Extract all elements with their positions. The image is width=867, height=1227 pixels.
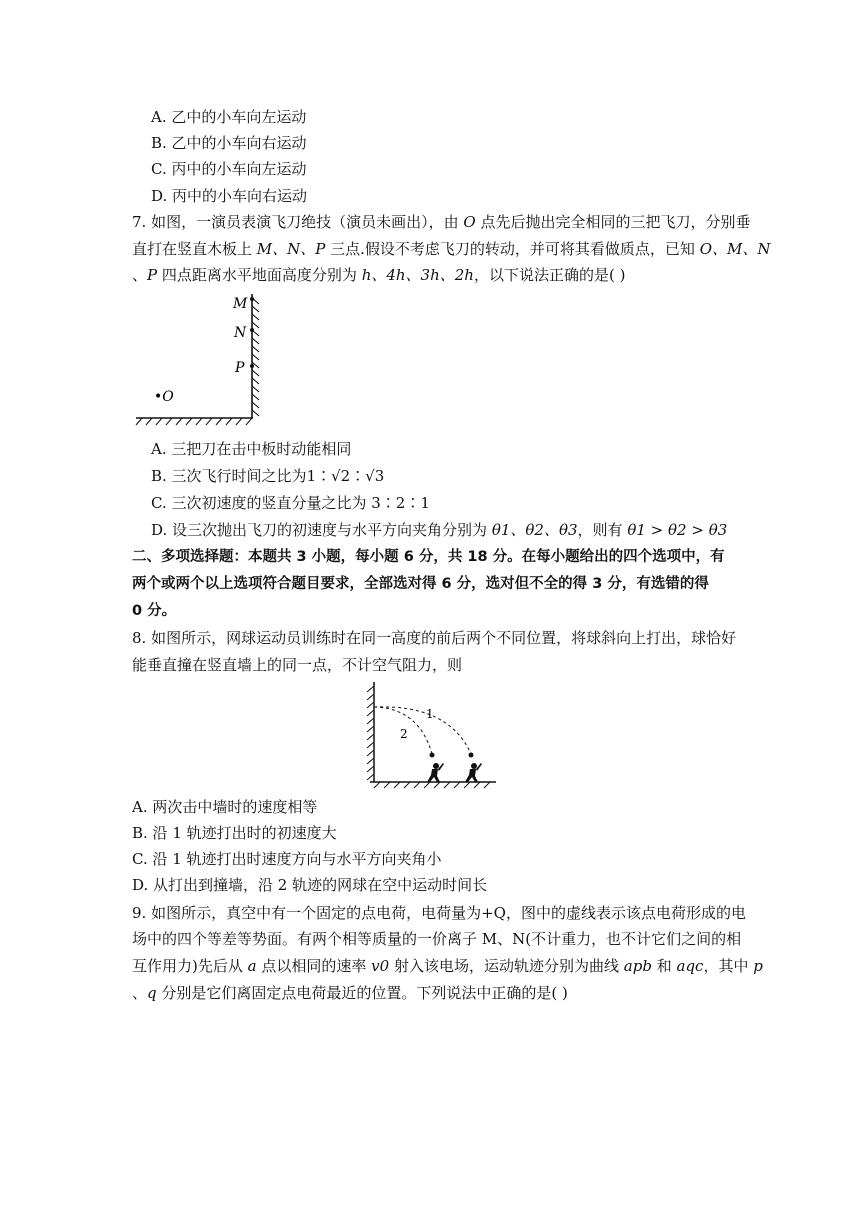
q9-line4: 、q 分别是它们离固定点电荷最近的位置。下列说法中正确的是( ) bbox=[132, 984, 568, 1002]
q9-line3: 互作用力)先后从 a 点以相同的速率 v0 射入该电场，运动轨迹分别为曲线 apb 和 aqc，其中 p bbox=[132, 957, 763, 975]
point-p bbox=[250, 364, 254, 368]
player-2-icon bbox=[427, 763, 444, 782]
label-o: •O bbox=[154, 389, 174, 405]
q8-option-b: B. 沿 1 轨迹打出时的初速度大 bbox=[132, 824, 337, 842]
trajectory-1 bbox=[374, 707, 471, 754]
point-m bbox=[250, 297, 254, 301]
q8-figure bbox=[364, 678, 504, 794]
q9-line2: 场中的四个等差等势面。有两个相等质量的一价离子 M、N(不计重力，也不计它们之间的相 bbox=[132, 930, 742, 948]
label-m: M bbox=[233, 296, 248, 312]
q8-stem-line1: 8. 如图所示，网球运动员训练时在同一高度的前后两个不同位置，将球斜向上打出，球恰好 bbox=[132, 629, 737, 647]
q7-option-d: D. 设三次抛出飞刀的初速度与水平方向夹角分别为 θ1、θ2、θ3，则有 θ1 > θ2 > θ3 bbox=[151, 521, 728, 539]
q7-figure bbox=[132, 290, 272, 430]
ball-2 bbox=[430, 753, 435, 758]
q6-option-b: B. 乙中的小车向右运动 bbox=[151, 134, 307, 152]
q6-option-a: A. 乙中的小车向左运动 bbox=[151, 108, 307, 126]
q8-option-c: C. 沿 1 轨迹打出时速度方向与水平方向夹角小 bbox=[132, 850, 442, 868]
q7-stem-line1: 7. 如图，一演员表演飞刀绝技（演员未画出），由 O 点先后抛出完全相同的三把飞刀，分别垂 bbox=[132, 213, 751, 231]
q6-option-c: C. 丙中的小车向左运动 bbox=[151, 160, 307, 178]
label-p: P bbox=[235, 360, 245, 376]
point-n bbox=[250, 328, 254, 332]
label-n: N bbox=[234, 325, 247, 341]
q9-line1: 9. 如图所示，真空中有一个固定的点电荷，电荷量为+Q，图中的虚线表示该点电荷形成的电 bbox=[132, 904, 746, 922]
q7-stem-line3: 、P 四点距离水平地面高度分别为 h、4h、3h、2h，以下说法正确的是( ) bbox=[132, 266, 626, 284]
q8-option-d: D. 从打出到撞墙，沿 2 轨迹的网球在空中运动时间长 bbox=[132, 876, 488, 894]
label-trajectory-1: 1 bbox=[426, 707, 434, 721]
q8-option-a: A. 两次击中墙时的速度相等 bbox=[132, 798, 318, 816]
section2-line2: 两个或两个以上选项符合题目要求，全部选对得 6 分，选对但不全的得 3 分，有选错的得 bbox=[132, 576, 709, 592]
section2-line3: 0 分。 bbox=[132, 603, 177, 619]
q7-stem-line2: 直打在竖直木板上 M、N、P 三点.假设不考虑飞刀的转动，并可将其看做质点，已知 O、M、N bbox=[132, 240, 771, 258]
ball-1 bbox=[469, 753, 474, 758]
section2-line1: 二、多项选择题：本题共 3 小题，每小题 6 分，共 18 分。在每小题给出的四个选项中，有 bbox=[132, 549, 725, 565]
q8-stem-line2: 能垂直撞在竖直墙上的同一点，不计空气阻力，则 bbox=[132, 656, 463, 674]
q6-option-d: D. 丙中的小车向右运动 bbox=[151, 187, 308, 205]
q7-option-b: B. 三次飞行时间之比为1∶√2∶√3 bbox=[151, 467, 385, 485]
label-trajectory-2: 2 bbox=[400, 727, 408, 741]
q7-option-c: C. 三次初速度的竖直分量之比为 3∶2∶1 bbox=[151, 494, 430, 512]
player-1-icon bbox=[465, 763, 482, 782]
q7-option-a: A. 三把刀在击中板时动能相同 bbox=[151, 440, 352, 458]
